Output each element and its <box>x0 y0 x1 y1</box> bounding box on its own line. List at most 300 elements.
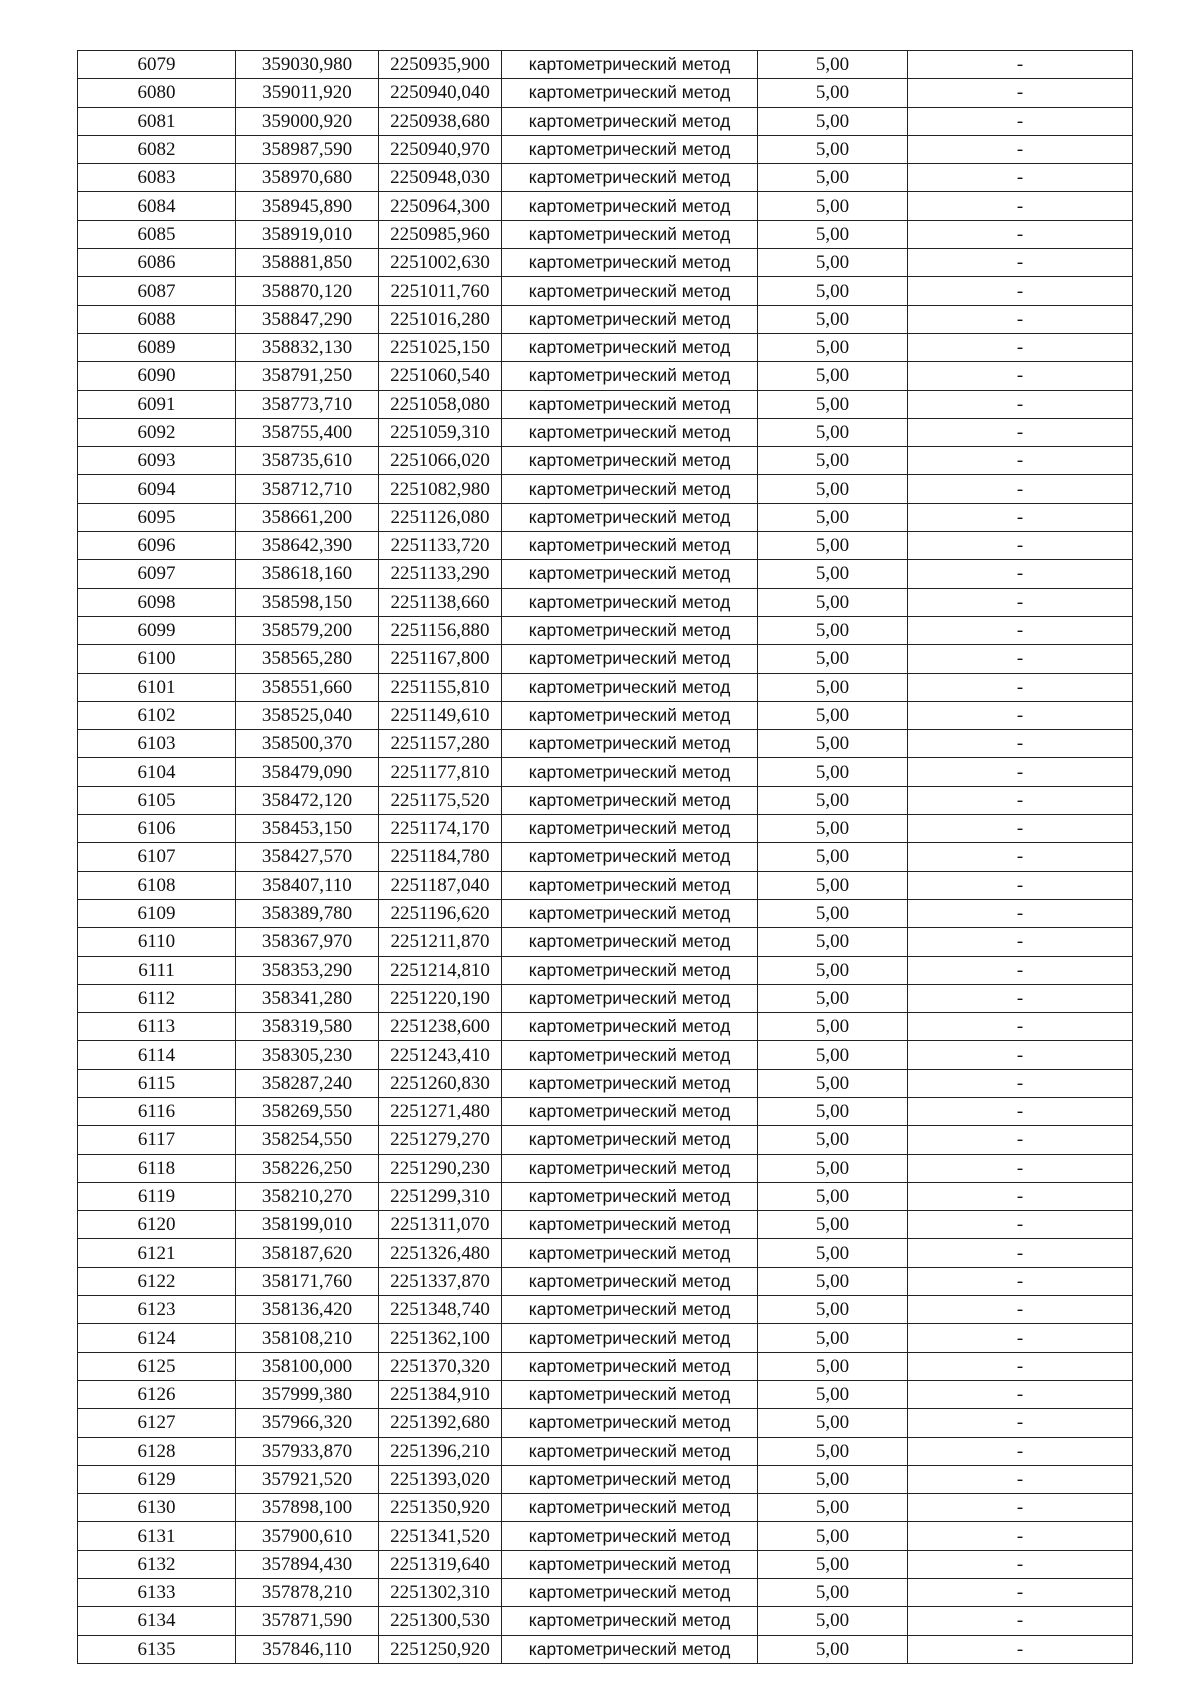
x-coordinate-cell: 357894,430 <box>236 1550 379 1578</box>
point-number-cell: 6094 <box>78 475 236 503</box>
y-coordinate-cell: 2251279,270 <box>379 1126 502 1154</box>
x-coordinate-cell: 358642,390 <box>236 532 379 560</box>
method-cell: картометрический метод <box>502 956 758 984</box>
x-coordinate-cell: 358565,280 <box>236 645 379 673</box>
point-number-cell: 6082 <box>78 135 236 163</box>
point-number-cell: 6132 <box>78 1550 236 1578</box>
table-row <box>78 1494 1133 1522</box>
x-coordinate-cell: 358353,290 <box>236 956 379 984</box>
accuracy-cell: 5,00 <box>758 1635 908 1663</box>
y-coordinate-cell: 2250948,030 <box>379 164 502 192</box>
accuracy-cell: 5,00 <box>758 984 908 1012</box>
accuracy-cell: 5,00 <box>758 79 908 107</box>
method-cell: картометрический метод <box>502 1182 758 1210</box>
y-coordinate-cell: 2251126,080 <box>379 503 502 531</box>
accuracy-cell: 5,00 <box>758 475 908 503</box>
accuracy-cell: 5,00 <box>758 786 908 814</box>
x-coordinate-cell: 357846,110 <box>236 1635 379 1663</box>
accuracy-cell: 5,00 <box>758 1579 908 1607</box>
accuracy-cell: 5,00 <box>758 560 908 588</box>
point-number-cell: 6131 <box>78 1522 236 1550</box>
table-row <box>78 220 1133 248</box>
accuracy-cell: 5,00 <box>758 1409 908 1437</box>
method-cell: картометрический метод <box>502 305 758 333</box>
y-coordinate-cell: 2250940,040 <box>379 79 502 107</box>
table-row <box>78 447 1133 475</box>
accuracy-cell: 5,00 <box>758 1126 908 1154</box>
y-coordinate-cell: 2251016,280 <box>379 305 502 333</box>
table-row <box>78 1041 1133 1069</box>
method-cell: картометрический метод <box>502 1635 758 1663</box>
x-coordinate-cell: 358453,150 <box>236 815 379 843</box>
y-coordinate-cell: 2251133,720 <box>379 532 502 560</box>
table-row <box>78 560 1133 588</box>
table-row <box>78 164 1133 192</box>
description-cell: - <box>908 1182 1133 1210</box>
table-row <box>78 1380 1133 1408</box>
method-cell: картометрический метод <box>502 79 758 107</box>
table-row <box>78 1013 1133 1041</box>
y-coordinate-cell: 2251177,810 <box>379 758 502 786</box>
accuracy-cell: 5,00 <box>758 588 908 616</box>
table-row <box>78 1097 1133 1125</box>
y-coordinate-cell: 2251058,080 <box>379 390 502 418</box>
x-coordinate-cell: 358945,890 <box>236 192 379 220</box>
x-coordinate-cell: 358755,400 <box>236 418 379 446</box>
method-cell: картометрический метод <box>502 532 758 560</box>
accuracy-cell: 5,00 <box>758 956 908 984</box>
description-cell: - <box>908 220 1133 248</box>
method-cell: картометрический метод <box>502 1154 758 1182</box>
x-coordinate-cell: 358847,290 <box>236 305 379 333</box>
y-coordinate-cell: 2250935,900 <box>379 51 502 79</box>
x-coordinate-cell: 358341,280 <box>236 984 379 1012</box>
table-row <box>78 1296 1133 1324</box>
point-number-cell: 6134 <box>78 1607 236 1635</box>
x-coordinate-cell: 358427,570 <box>236 843 379 871</box>
point-number-cell: 6127 <box>78 1409 236 1437</box>
description-cell: - <box>908 249 1133 277</box>
y-coordinate-cell: 2251341,520 <box>379 1522 502 1550</box>
accuracy-cell: 5,00 <box>758 51 908 79</box>
table-row <box>78 956 1133 984</box>
point-number-cell: 6113 <box>78 1013 236 1041</box>
method-cell: картометрический метод <box>502 645 758 673</box>
x-coordinate-cell: 358551,660 <box>236 673 379 701</box>
x-coordinate-cell: 358210,270 <box>236 1182 379 1210</box>
point-number-cell: 6085 <box>78 220 236 248</box>
point-number-cell: 6117 <box>78 1126 236 1154</box>
method-cell: картометрический метод <box>502 1097 758 1125</box>
point-number-cell: 6121 <box>78 1239 236 1267</box>
point-number-cell: 6122 <box>78 1267 236 1295</box>
method-cell: картометрический метод <box>502 51 758 79</box>
accuracy-cell: 5,00 <box>758 1380 908 1408</box>
method-cell: картометрический метод <box>502 1211 758 1239</box>
method-cell: картометрический метод <box>502 1126 758 1154</box>
point-number-cell: 6128 <box>78 1437 236 1465</box>
method-cell: картометрический метод <box>502 815 758 843</box>
description-cell: - <box>908 1550 1133 1578</box>
x-coordinate-cell: 358618,160 <box>236 560 379 588</box>
table-row <box>78 1069 1133 1097</box>
method-cell: картометрический метод <box>502 899 758 927</box>
x-coordinate-cell: 358287,240 <box>236 1069 379 1097</box>
table-row <box>78 1267 1133 1295</box>
description-cell: - <box>908 333 1133 361</box>
y-coordinate-cell: 2251260,830 <box>379 1069 502 1097</box>
x-coordinate-cell: 358525,040 <box>236 701 379 729</box>
description-cell: - <box>908 192 1133 220</box>
method-cell: картометрический метод <box>502 1607 758 1635</box>
x-coordinate-cell: 358598,150 <box>236 588 379 616</box>
method-cell: картометрический метод <box>502 984 758 1012</box>
method-cell: картометрический метод <box>502 616 758 644</box>
x-coordinate-cell: 358472,120 <box>236 786 379 814</box>
table-row <box>78 1607 1133 1635</box>
y-coordinate-cell: 2251066,020 <box>379 447 502 475</box>
y-coordinate-cell: 2251337,870 <box>379 1267 502 1295</box>
method-cell: картометрический метод <box>502 673 758 701</box>
accuracy-cell: 5,00 <box>758 1211 908 1239</box>
point-number-cell: 6118 <box>78 1154 236 1182</box>
point-number-cell: 6106 <box>78 815 236 843</box>
table-row <box>78 984 1133 1012</box>
accuracy-cell: 5,00 <box>758 1437 908 1465</box>
accuracy-cell: 5,00 <box>758 616 908 644</box>
description-cell: - <box>908 616 1133 644</box>
description-cell: - <box>908 928 1133 956</box>
accuracy-cell: 5,00 <box>758 1182 908 1210</box>
description-cell: - <box>908 1437 1133 1465</box>
description-cell: - <box>908 645 1133 673</box>
y-coordinate-cell: 2251184,780 <box>379 843 502 871</box>
y-coordinate-cell: 2250938,680 <box>379 107 502 135</box>
point-number-cell: 6088 <box>78 305 236 333</box>
point-number-cell: 6111 <box>78 956 236 984</box>
x-coordinate-cell: 357921,520 <box>236 1465 379 1493</box>
x-coordinate-cell: 358735,610 <box>236 447 379 475</box>
table-row <box>78 1465 1133 1493</box>
description-cell: - <box>908 1041 1133 1069</box>
point-number-cell: 6084 <box>78 192 236 220</box>
table-row <box>78 730 1133 758</box>
accuracy-cell: 5,00 <box>758 871 908 899</box>
description-cell: - <box>908 1069 1133 1097</box>
description-cell: - <box>908 673 1133 701</box>
table-row <box>78 1154 1133 1182</box>
table-row <box>78 135 1133 163</box>
x-coordinate-cell: 358773,710 <box>236 390 379 418</box>
table-row <box>78 277 1133 305</box>
accuracy-cell: 5,00 <box>758 1154 908 1182</box>
y-coordinate-cell: 2251271,480 <box>379 1097 502 1125</box>
description-cell: - <box>908 135 1133 163</box>
x-coordinate-cell: 359000,920 <box>236 107 379 135</box>
point-number-cell: 6109 <box>78 899 236 927</box>
point-number-cell: 6110 <box>78 928 236 956</box>
description-cell: - <box>908 164 1133 192</box>
description-cell: - <box>908 1579 1133 1607</box>
description-cell: - <box>908 447 1133 475</box>
table-row <box>78 390 1133 418</box>
method-cell: картометрический метод <box>502 1579 758 1607</box>
table-row <box>78 532 1133 560</box>
x-coordinate-cell: 359030,980 <box>236 51 379 79</box>
y-coordinate-cell: 2250985,960 <box>379 220 502 248</box>
table-row <box>78 107 1133 135</box>
description-cell: - <box>908 1154 1133 1182</box>
y-coordinate-cell: 2251060,540 <box>379 362 502 390</box>
accuracy-cell: 5,00 <box>758 447 908 475</box>
table-row <box>78 1409 1133 1437</box>
y-coordinate-cell: 2251393,020 <box>379 1465 502 1493</box>
description-cell: - <box>908 1239 1133 1267</box>
method-cell: картометрический метод <box>502 1013 758 1041</box>
y-coordinate-cell: 2250964,300 <box>379 192 502 220</box>
y-coordinate-cell: 2251138,660 <box>379 588 502 616</box>
method-cell: картометрический метод <box>502 277 758 305</box>
accuracy-cell: 5,00 <box>758 928 908 956</box>
accuracy-cell: 5,00 <box>758 192 908 220</box>
accuracy-cell: 5,00 <box>758 1267 908 1295</box>
description-cell: - <box>908 475 1133 503</box>
description-cell: - <box>908 1013 1133 1041</box>
table-row <box>78 305 1133 333</box>
accuracy-cell: 5,00 <box>758 418 908 446</box>
method-cell: картометрический метод <box>502 503 758 531</box>
description-cell: - <box>908 984 1133 1012</box>
x-coordinate-cell: 358661,200 <box>236 503 379 531</box>
description-cell: - <box>908 1635 1133 1663</box>
accuracy-cell: 5,00 <box>758 1494 908 1522</box>
accuracy-cell: 5,00 <box>758 815 908 843</box>
y-coordinate-cell: 2251243,410 <box>379 1041 502 1069</box>
x-coordinate-cell: 357898,100 <box>236 1494 379 1522</box>
method-cell: картометрический метод <box>502 871 758 899</box>
x-coordinate-cell: 358870,120 <box>236 277 379 305</box>
accuracy-cell: 5,00 <box>758 277 908 305</box>
method-cell: картометрический метод <box>502 758 758 786</box>
point-number-cell: 6101 <box>78 673 236 701</box>
x-coordinate-cell: 359011,920 <box>236 79 379 107</box>
point-number-cell: 6081 <box>78 107 236 135</box>
y-coordinate-cell: 2251319,640 <box>379 1550 502 1578</box>
table-row <box>78 1437 1133 1465</box>
table-row <box>78 616 1133 644</box>
y-coordinate-cell: 2251214,810 <box>379 956 502 984</box>
table-row <box>78 1522 1133 1550</box>
table-row <box>78 1352 1133 1380</box>
point-number-cell: 6107 <box>78 843 236 871</box>
method-cell: картометрический метод <box>502 164 758 192</box>
accuracy-cell: 5,00 <box>758 730 908 758</box>
table-row <box>78 899 1133 927</box>
description-cell: - <box>908 107 1133 135</box>
point-number-cell: 6130 <box>78 1494 236 1522</box>
table-row <box>78 79 1133 107</box>
x-coordinate-cell: 358479,090 <box>236 758 379 786</box>
accuracy-cell: 5,00 <box>758 1522 908 1550</box>
y-coordinate-cell: 2251238,600 <box>379 1013 502 1041</box>
point-number-cell: 6112 <box>78 984 236 1012</box>
description-cell: - <box>908 362 1133 390</box>
accuracy-cell: 5,00 <box>758 645 908 673</box>
description-cell: - <box>908 758 1133 786</box>
description-cell: - <box>908 1352 1133 1380</box>
accuracy-cell: 5,00 <box>758 899 908 927</box>
x-coordinate-cell: 358226,250 <box>236 1154 379 1182</box>
x-coordinate-cell: 358389,780 <box>236 899 379 927</box>
point-number-cell: 6079 <box>78 51 236 79</box>
description-cell: - <box>908 1097 1133 1125</box>
table-row <box>78 645 1133 673</box>
x-coordinate-cell: 358269,550 <box>236 1097 379 1125</box>
method-cell: картометрический метод <box>502 249 758 277</box>
point-number-cell: 6091 <box>78 390 236 418</box>
y-coordinate-cell: 2251362,100 <box>379 1324 502 1352</box>
x-coordinate-cell: 358100,000 <box>236 1352 379 1380</box>
method-cell: картометрический метод <box>502 220 758 248</box>
point-number-cell: 6097 <box>78 560 236 588</box>
point-number-cell: 6098 <box>78 588 236 616</box>
table-row <box>78 362 1133 390</box>
table-row <box>78 701 1133 729</box>
description-cell: - <box>908 588 1133 616</box>
point-number-cell: 6080 <box>78 79 236 107</box>
accuracy-cell: 5,00 <box>758 503 908 531</box>
x-coordinate-cell: 357871,590 <box>236 1607 379 1635</box>
point-number-cell: 6102 <box>78 701 236 729</box>
x-coordinate-cell: 357999,380 <box>236 1380 379 1408</box>
y-coordinate-cell: 2251299,310 <box>379 1182 502 1210</box>
description-cell: - <box>908 1607 1133 1635</box>
accuracy-cell: 5,00 <box>758 1069 908 1097</box>
x-coordinate-cell: 358881,850 <box>236 249 379 277</box>
point-number-cell: 6086 <box>78 249 236 277</box>
table-row <box>78 1550 1133 1578</box>
y-coordinate-cell: 2251155,810 <box>379 673 502 701</box>
y-coordinate-cell: 2251011,760 <box>379 277 502 305</box>
table-row <box>78 418 1133 446</box>
description-cell: - <box>908 1465 1133 1493</box>
method-cell: картометрический метод <box>502 333 758 361</box>
description-cell: - <box>908 305 1133 333</box>
accuracy-cell: 5,00 <box>758 1465 908 1493</box>
y-coordinate-cell: 2251370,320 <box>379 1352 502 1380</box>
accuracy-cell: 5,00 <box>758 758 908 786</box>
table-row <box>78 503 1133 531</box>
y-coordinate-cell: 2251025,150 <box>379 333 502 361</box>
point-number-cell: 6105 <box>78 786 236 814</box>
point-number-cell: 6092 <box>78 418 236 446</box>
method-cell: картометрический метод <box>502 786 758 814</box>
x-coordinate-cell: 358970,680 <box>236 164 379 192</box>
y-coordinate-cell: 2251290,230 <box>379 1154 502 1182</box>
table-row <box>78 192 1133 220</box>
accuracy-cell: 5,00 <box>758 1324 908 1352</box>
accuracy-cell: 5,00 <box>758 1097 908 1125</box>
y-coordinate-cell: 2251311,070 <box>379 1211 502 1239</box>
method-cell: картометрический метод <box>502 1267 758 1295</box>
description-cell: - <box>908 871 1133 899</box>
method-cell: картометрический метод <box>502 1239 758 1267</box>
table-row <box>78 928 1133 956</box>
table-body <box>78 51 1133 1664</box>
coordinates-table <box>77 50 1133 1664</box>
y-coordinate-cell: 2251220,190 <box>379 984 502 1012</box>
table-row <box>78 758 1133 786</box>
point-number-cell: 6115 <box>78 1069 236 1097</box>
y-coordinate-cell: 2251196,620 <box>379 899 502 927</box>
x-coordinate-cell: 358319,580 <box>236 1013 379 1041</box>
method-cell: картометрический метод <box>502 701 758 729</box>
y-coordinate-cell: 2251392,680 <box>379 1409 502 1437</box>
method-cell: картометрический метод <box>502 192 758 220</box>
point-number-cell: 6087 <box>78 277 236 305</box>
x-coordinate-cell: 358919,010 <box>236 220 379 248</box>
table-row <box>78 1239 1133 1267</box>
accuracy-cell: 5,00 <box>758 305 908 333</box>
method-cell: картометрический метод <box>502 1465 758 1493</box>
y-coordinate-cell: 2251302,310 <box>379 1579 502 1607</box>
table-row <box>78 249 1133 277</box>
description-cell: - <box>908 701 1133 729</box>
method-cell: картометрический метод <box>502 1522 758 1550</box>
x-coordinate-cell: 358832,130 <box>236 333 379 361</box>
y-coordinate-cell: 2251174,170 <box>379 815 502 843</box>
x-coordinate-cell: 358500,370 <box>236 730 379 758</box>
table-row <box>78 51 1133 79</box>
accuracy-cell: 5,00 <box>758 1607 908 1635</box>
description-cell: - <box>908 532 1133 560</box>
y-coordinate-cell: 2251156,880 <box>379 616 502 644</box>
accuracy-cell: 5,00 <box>758 1296 908 1324</box>
description-cell: - <box>908 1522 1133 1550</box>
accuracy-cell: 5,00 <box>758 362 908 390</box>
x-coordinate-cell: 357900,610 <box>236 1522 379 1550</box>
x-coordinate-cell: 358712,710 <box>236 475 379 503</box>
x-coordinate-cell: 357878,210 <box>236 1579 379 1607</box>
x-coordinate-cell: 358108,210 <box>236 1324 379 1352</box>
point-number-cell: 6135 <box>78 1635 236 1663</box>
description-cell: - <box>908 730 1133 758</box>
table-row <box>78 871 1133 899</box>
table-row <box>78 588 1133 616</box>
method-cell: картометрический метод <box>502 362 758 390</box>
point-number-cell: 6083 <box>78 164 236 192</box>
method-cell: картометрический метод <box>502 560 758 588</box>
y-coordinate-cell: 2251211,870 <box>379 928 502 956</box>
accuracy-cell: 5,00 <box>758 843 908 871</box>
x-coordinate-cell: 358136,420 <box>236 1296 379 1324</box>
method-cell: картометрический метод <box>502 1550 758 1578</box>
y-coordinate-cell: 2251133,290 <box>379 560 502 588</box>
description-cell: - <box>908 899 1133 927</box>
method-cell: картометрический метод <box>502 1494 758 1522</box>
point-number-cell: 6096 <box>78 532 236 560</box>
x-coordinate-cell: 358407,110 <box>236 871 379 899</box>
y-coordinate-cell: 2251082,980 <box>379 475 502 503</box>
description-cell: - <box>908 1494 1133 1522</box>
point-number-cell: 6108 <box>78 871 236 899</box>
table-row <box>78 475 1133 503</box>
description-cell: - <box>908 786 1133 814</box>
table-row <box>78 333 1133 361</box>
accuracy-cell: 5,00 <box>758 1013 908 1041</box>
point-number-cell: 6104 <box>78 758 236 786</box>
description-cell: - <box>908 51 1133 79</box>
